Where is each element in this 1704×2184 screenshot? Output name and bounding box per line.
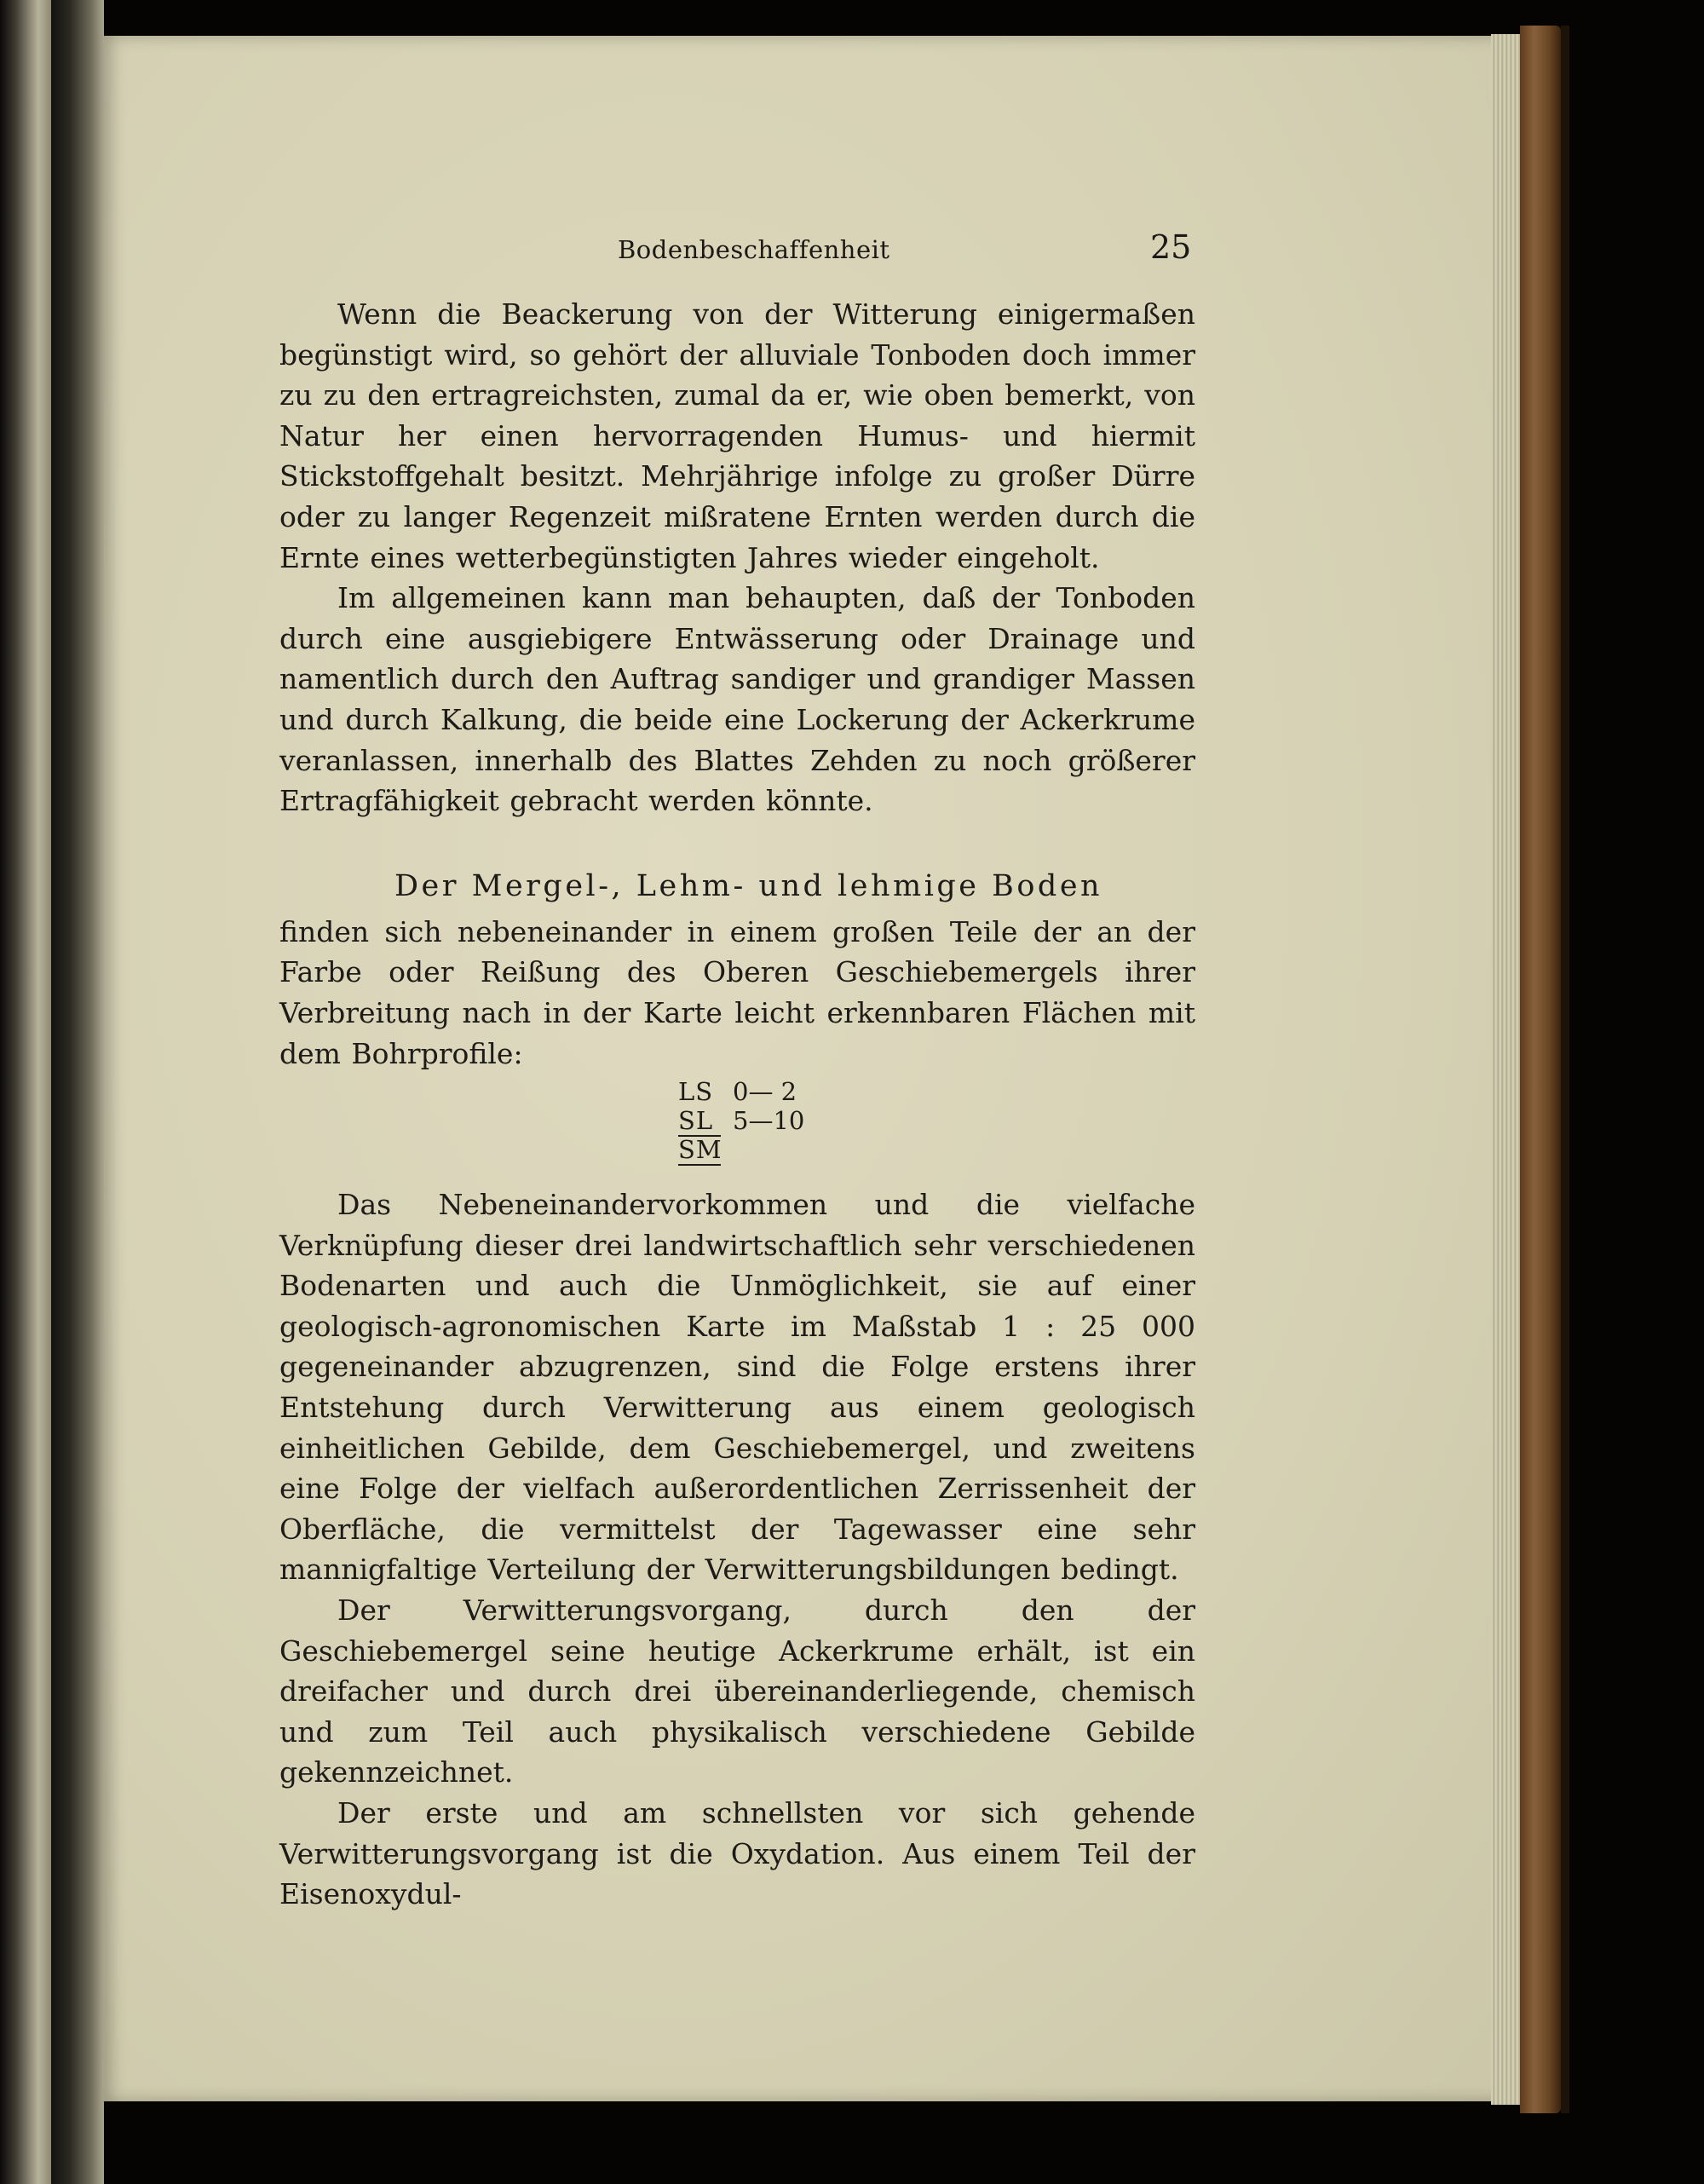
bore-profile-row xyxy=(678,1106,866,1135)
running-title: Bodenbeschaffenheit xyxy=(618,235,890,264)
section-title: Der Mergel-, Lehm- und lehmige Boden xyxy=(394,868,1103,903)
page-number: 25 xyxy=(1150,228,1192,266)
paragraph: Im allgemeinen kann man behaupten, daß der Tonboden durch eine ausgiebigere Entwässerung oder Drainage und namentlich durch den Auftrag sandiger und grandiger Massen und durch Kalkung, die beide eine Lockerung der Ackerkrume veranlassen, innerhalb des Blattes Zehden zu noch größerer Ertragfähigkeit gebracht werden könnte. xyxy=(279,581,1195,818)
bore-profile-row xyxy=(678,1135,866,1164)
book-cover-board xyxy=(1520,26,1561,2113)
profile-code: SM xyxy=(678,1135,722,1165)
bore-profile xyxy=(678,1077,866,1164)
text-block xyxy=(279,294,1195,1915)
profile-depth: 5—10 xyxy=(733,1106,805,1136)
paragraph: Der erste und am schnellsten vor sich gehende Verwitterungsvorgang ist die Oxydation. Aus einem Teil der Eisenoxydul- xyxy=(279,1796,1195,1911)
left-page-edge xyxy=(0,0,51,2184)
profile-code: SL xyxy=(678,1106,721,1137)
page-stack-edge xyxy=(1491,34,1520,2105)
section-lead-paragraph: finden sich nebeneinander in einem großen Teile der an der Farbe oder Reißung des Oberen Geschiebemergels ihrer Verbreitung nach in der Karte leicht erkennbaren Flächen mit dem Bohrprofile: xyxy=(279,914,1195,1070)
profile-depth: 0— 2 xyxy=(733,1077,797,1107)
paragraph: Wenn die Beackerung von der Witterung einigermaßen begünstigt wird, so gehört der alluviale Tonboden doch immer zu zu den ertragreichsten, zumal da er, wie oben bemerkt, von Natur her einen hervorragenden Humus- und hiermit Stickstoffgehalt besitzt. Mehrjährige infolge zu großer Dürre oder zu langer Regenzeit mißratene Ernten werden durch die Ernte eines wetterbegünstigten Jahres wieder eingeholt. xyxy=(279,297,1195,574)
paragraph: Das Nebeneinandervorkommen und die vielfache Verknüpfung dieser drei landwirtschaftlich sehr verschiedenen Bodenarten und auch die Unmöglichkeit, sie auf einer geologisch-agronomischen Karte im Maßstab 1 : 25 000 gegeneinander abzugrenzen, sind die Folge erstens ihrer Entstehung durch Verwitterung aus einem geologisch einheitlichen Gebilde, dem Geschiebemergel, und zweitens eine Folge der vielfach außerordentlichen Zerrissenheit der Oberfläche, die vermittelst der Tagewasser eine sehr mannigfaltige Verteilung der Verwitterungsbildungen bedingt. xyxy=(279,1188,1195,1587)
paragraph: Der Verwitterungsvorgang, durch den der Geschiebemergel seine heutige Ackerkrume erhält, ist ein dreifacher und durch drei übereinanderliegende, chemisch und zum Teil auch physikalisch verschiedene Gebilde gekennzeichnet. xyxy=(279,1593,1195,1789)
book-gutter xyxy=(51,0,104,2184)
book-cover-edge xyxy=(1561,26,1569,2113)
running-head xyxy=(0,228,1704,271)
bore-profile-row xyxy=(678,1077,866,1106)
profile-code: LS xyxy=(678,1077,714,1107)
